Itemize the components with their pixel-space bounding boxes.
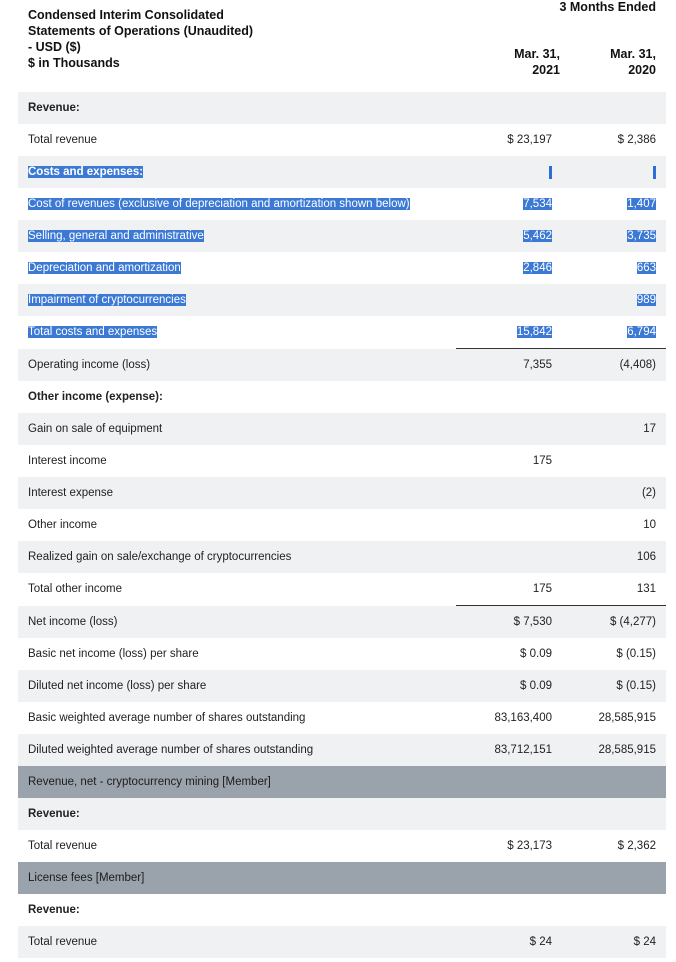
table-row[interactable]: Total costs and expenses 15,842 6,794: [18, 316, 666, 349]
selected-text: Impairment of cryptocurrencies: [28, 294, 186, 306]
column-header-2020: Mar. 31, 2020: [610, 47, 656, 77]
selected-text: Total costs and expenses: [28, 326, 158, 339]
title-line: $ in Thousands: [28, 56, 120, 70]
table-row: Other income 10: [18, 509, 666, 541]
selection-caret: [653, 166, 656, 179]
title-line: Statements of Operations (Unaudited): [28, 24, 254, 38]
selected-text: Costs and expenses:: [28, 166, 144, 178]
table-row: Revenue:: [18, 798, 666, 830]
table-row: Total revenue $ 23,173 $ 2,362: [18, 830, 666, 862]
table-row[interactable]: Selling, general and administrative 5,462 3,735: [18, 220, 666, 252]
table-row: Total other income 175 131: [18, 573, 666, 606]
table-row[interactable]: [18, 156, 666, 188]
table-row[interactable]: Depreciation and amortization 2,846 663: [18, 252, 666, 284]
table-row: Diluted weighted average number of shares outstanding 83,712,151 28,585,915: [18, 734, 666, 766]
selected-text: Selling, general and administrative: [28, 230, 204, 242]
member-row: License fees [Member]: [18, 862, 666, 894]
table-row[interactable]: Cost of revenues (exclusive of depreciation and amortization shown below) 7,534 1,407: [18, 188, 666, 220]
statement-title: [28, 7, 298, 71]
title-line: Condensed Interim Consolidated: [28, 8, 224, 22]
table-row: Other income (expense):: [18, 381, 666, 413]
table-row: Interest income 175: [18, 445, 666, 477]
table-row[interactable]: Impairment of cryptocurrencies 989: [18, 284, 666, 316]
table-row: Realized gain on sale/exchange of cryptocurrencies 106: [18, 541, 666, 573]
table-row: Basic weighted average number of shares outstanding 83,163,400 28,585,915: [18, 702, 666, 734]
table-header: [0, 0, 676, 92]
table-row: Interest expense (2): [18, 477, 666, 509]
member-row: Revenue, net - cryptocurrency mining [Member]: [18, 766, 666, 798]
table-row: Total revenue $ 24 $ 24: [18, 926, 666, 958]
financial-table: [18, 92, 666, 958]
table-row: Basic net income (loss) per share $ 0.09 $ (0.15): [18, 638, 666, 670]
selected-text: Cost of revenues (exclusive of depreciation and amortization shown below): [28, 198, 410, 210]
table-row: Operating income (loss) 7,355 (4,408): [18, 349, 666, 382]
table-row: Net income (loss) $ 7,530 $ (4,277): [18, 606, 666, 639]
table-row: Diluted net income (loss) per share $ 0.09 $ (0.15): [18, 670, 666, 702]
table-row: Total revenue $ 23,197 $ 2,386: [18, 124, 666, 156]
table-row: Revenue:: [18, 92, 666, 124]
selection-caret: [549, 166, 552, 179]
period-header: 3 Months Ended: [559, 0, 656, 14]
selected-text: Depreciation and amortization: [28, 262, 181, 274]
column-header-2021: Mar. 31, 2021: [514, 47, 560, 77]
table-row: Revenue:: [18, 894, 666, 926]
title-line: - USD ($): [28, 40, 81, 54]
table-row: Gain on sale of equipment 17: [18, 413, 666, 445]
